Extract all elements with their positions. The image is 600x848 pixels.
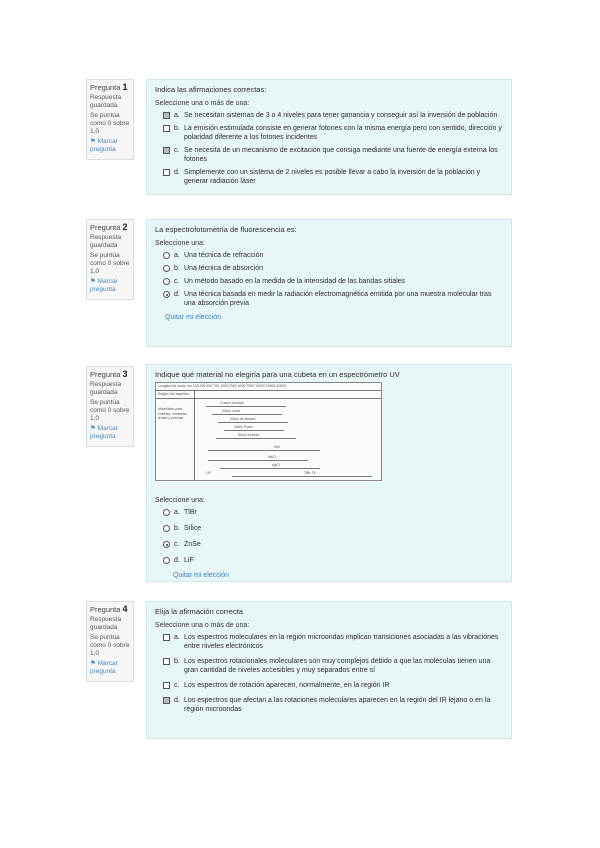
band-label: AgCl xyxy=(272,463,280,467)
radio-button[interactable] xyxy=(163,509,170,516)
question-text: La espectrofotometría de fluorescencia es: xyxy=(155,225,297,234)
answer-option-c[interactable]: c. Se necesita de un mecanismo de excitación que consiga mediante una fuente de energía externa los fotones xyxy=(163,146,503,164)
flag-question-button[interactable]: ⚑ Marcar pregunta xyxy=(90,660,118,675)
answer-prompt: Seleccione una o más de una: xyxy=(155,100,250,107)
checkbox[interactable] xyxy=(163,634,170,641)
figure-header: Longitud de onda, nm 100 200 400 700 1000 2000 4000 7000 10000 20000 40000 xyxy=(158,384,287,388)
flag-question-button[interactable]: ⚑ Marcar pregunta xyxy=(90,138,118,153)
answer-option-b[interactable]: b. Una técnica de absorción xyxy=(163,264,503,273)
question-text: Indique qué material no elegiría para una cubeta en un espectrómetro UV xyxy=(155,370,400,379)
question-1-content xyxy=(146,79,512,195)
radio-button[interactable] xyxy=(163,541,170,548)
question-status: Respuesta guardada xyxy=(90,381,122,396)
band-label: Vidrio corex xyxy=(222,409,241,413)
band-label: LiF xyxy=(206,471,211,475)
answer-prompt: Seleccione una o más de una: xyxy=(155,622,250,629)
radio-button[interactable] xyxy=(163,252,170,259)
question-status: Respuesta guardada xyxy=(90,616,122,631)
question-text: Indica las afirmaciones correctas: xyxy=(155,85,267,94)
flag-icon: ⚑ xyxy=(90,138,96,145)
question-status: Respuesta guardada xyxy=(90,94,122,109)
question-number: Pregunta 4 xyxy=(90,604,128,614)
answer-prompt: Seleccione una: xyxy=(155,240,205,247)
answer-option-a[interactable]: a. TlBr xyxy=(163,508,503,517)
flag-question-button[interactable]: ⚑ Marcar pregunta xyxy=(90,425,118,440)
question-number: Pregunta 2 xyxy=(90,222,128,232)
radio-button[interactable] xyxy=(163,525,170,532)
question-4-info xyxy=(86,601,134,682)
answer-option-a[interactable]: a. Los espectros moleculares en la región microondas implican transiciones asociadas a las vibraciones entre niveles electrónicos xyxy=(163,633,503,651)
flag-question-button[interactable]: ⚑ Marcar pregunta xyxy=(90,278,118,293)
checkbox[interactable] xyxy=(163,147,170,154)
radio-button[interactable] xyxy=(163,291,170,298)
checkbox[interactable] xyxy=(163,697,170,704)
question-number: Pregunta 1 xyxy=(90,82,128,92)
clear-choice-link[interactable]: Quitar mi elección xyxy=(165,314,222,321)
answer-option-b[interactable]: b. La emisión estimulada consiste en generar fotones con la misma energía pero con sentido, dirección y polaridad diferente a los fotones incidentes xyxy=(163,124,503,142)
question-score: Se puntúa como 0 sobre 1,0 xyxy=(90,399,130,422)
question-score: Se puntúa como 0 sobre 1,0 xyxy=(90,112,130,135)
answer-option-b[interactable]: b. Sílice xyxy=(163,524,503,533)
answer-option-c[interactable]: c. Los espectros de rotación aparecen, normalmente, en la región IR xyxy=(163,681,503,690)
flag-icon: ⚑ xyxy=(90,425,96,432)
radio-button[interactable] xyxy=(163,265,170,272)
answer-option-c[interactable]: c. ZnSe xyxy=(163,540,503,549)
checkbox[interactable] xyxy=(163,125,170,132)
band-label: TlBr-TlI xyxy=(304,471,316,475)
cell-materials-figure xyxy=(155,382,382,481)
figure-row-label: Región del espectro xyxy=(158,392,190,396)
question-score: Se puntúa como 0 sobre 1,0 xyxy=(90,252,130,275)
answer-option-d[interactable]: d. Los espectros que afectan a las rotaciones moleculares aparecen en la región del IR lejano o en la región microondas xyxy=(163,696,503,714)
band-label: KBr xyxy=(274,445,280,449)
question-3-content xyxy=(146,364,512,582)
clear-choice-link[interactable]: Quitar mi elección xyxy=(173,572,230,579)
band-label: Vidrio Pyrex xyxy=(234,425,253,429)
radio-button[interactable] xyxy=(163,557,170,564)
answer-option-d[interactable]: d. Simplemente con un sistema de 2 niveles es posible llevar a cabo la inversión de la población y generar radiación láser xyxy=(163,168,503,186)
figure-left-notes: Materiales para cubetas, ventanas, lentes y prismas xyxy=(158,407,188,420)
question-status: Respuesta guardada xyxy=(90,234,122,249)
answer-option-a[interactable]: a. Se necesitan sistemas de 3 o 4 niveles para tener ganancia y conseguir así la inversión de población xyxy=(163,111,503,120)
question-score: Se puntúa como 0 sobre 1,0 xyxy=(90,634,130,657)
radio-button[interactable] xyxy=(163,278,170,285)
checkbox[interactable] xyxy=(163,682,170,689)
band-label: Cuarzo fundido xyxy=(220,401,244,405)
question-text: Elija la afirmación correcta xyxy=(155,607,243,616)
question-3-info xyxy=(86,366,134,447)
question-2-info xyxy=(86,219,134,300)
answer-option-d[interactable]: d. Una técnica basada en medir la radiación electromagnética emitida por una muestra molecular tras una absorción previa xyxy=(163,290,503,308)
answer-prompt: Seleccione una: xyxy=(155,497,205,504)
question-4-content xyxy=(146,601,512,739)
band-label: Sílice fundida xyxy=(238,433,260,437)
checkbox[interactable] xyxy=(163,169,170,176)
question-number: Pregunta 3 xyxy=(90,369,128,379)
answer-option-a[interactable]: a. Una técnica de refracción xyxy=(163,251,503,260)
answer-option-d[interactable]: d. LiF xyxy=(163,556,503,565)
answer-option-c[interactable]: c. Un método basado en la medida de la intensidad de las bandas sitiales xyxy=(163,277,503,286)
flag-icon: ⚑ xyxy=(90,278,96,285)
band-label: Vidrio de silicato xyxy=(230,417,256,421)
checkbox[interactable] xyxy=(163,658,170,665)
band-label: NaCl xyxy=(268,455,276,459)
flag-icon: ⚑ xyxy=(90,660,96,667)
question-2-content xyxy=(146,219,512,347)
question-1-info xyxy=(86,79,134,160)
answer-option-b[interactable]: b. Los espectros rotacionales moleculares son muy complejos debido a que las moléculas tienen una gran cantidad de niveles accesibles y muy separados entre sí xyxy=(163,657,503,675)
checkbox[interactable] xyxy=(163,112,170,119)
